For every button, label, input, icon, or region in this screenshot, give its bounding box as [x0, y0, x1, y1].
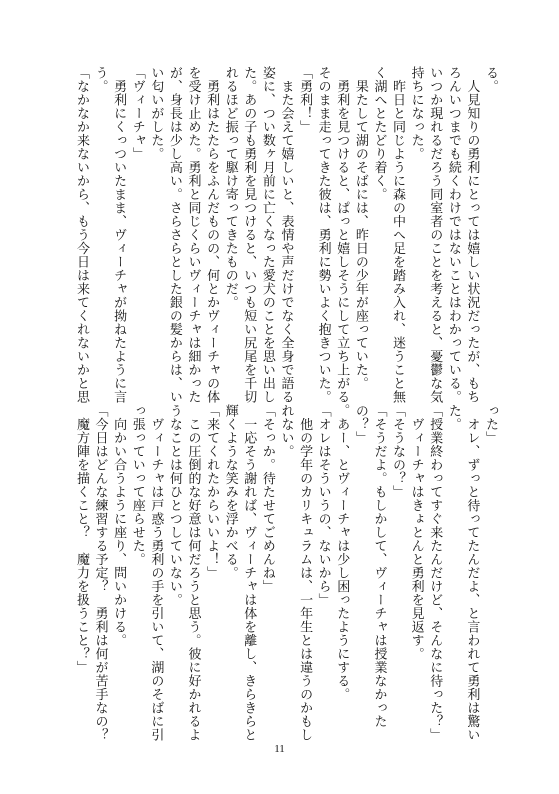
text-line: れるほど振って駆け寄ってきたものだ。 [222, 66, 238, 309]
text-line: 勇利を見つけると、ぱっと嬉しそうにして立ち上がる。 [334, 66, 350, 417]
text-line: 一応そう謝れば、ヴィーチャは体を離し、きらきらと [241, 404, 257, 742]
text-line: 「そうだよ。もしかして、ヴィーチャは授業なかった [371, 404, 387, 728]
text-line: 勇利にくっついたまま、ヴィーチャが拗ねたように言 [111, 66, 127, 404]
text-line: う。 [92, 66, 108, 93]
text-line: また会えて嬉しいと、表情や声だけでなく全身で語る [278, 66, 294, 404]
text-line: 「授業終わってすぐ来たんだけど、そんなに待った？」 [427, 404, 443, 742]
text-line: 持ちになった。 [408, 66, 424, 161]
page-number: 11 [274, 743, 285, 755]
text-line: の？」 [352, 404, 368, 445]
text-line: 他の学年のカリキュラムは、一年生とは違うのかもし [297, 404, 313, 742]
lower-text-block [73, 404, 499, 742]
text-line: 「来てくれたからいいよ！」 [204, 404, 220, 580]
text-line: 「なかなか来ないから、もう今日は来てくれないかと思 [73, 66, 89, 404]
text-line: 「オレはそういうの、ないから」 [315, 404, 331, 607]
text-line: 「ヴィーチャ」 [129, 66, 145, 161]
text-line: あー、とヴィーチャは少し困ったようにする。 [334, 404, 350, 701]
text-line: っ張っていって座らせた。 [129, 404, 145, 566]
text-line: た。あの子も勇利を見つけると、いつも短い尻尾を千切 [241, 66, 257, 404]
text-line: 向かい合うように座り、問いかける。 [111, 404, 127, 647]
text-line: れない。 [278, 404, 294, 458]
text-line: を受け止めた。勇利と同じくらいヴィーチャは細かった [185, 66, 201, 404]
text-line: 魔方陣を描くこと？ 魔力を扱うこと？」 [73, 404, 89, 674]
text-line: いつか現れるだろう同室者のことを考えると、憂鬱な気 [427, 66, 443, 404]
text-line: く湖へとたどり着く。 [371, 66, 387, 201]
text-line: オレ、ずっと待ってたんだよ、と言われて勇利は驚い [464, 404, 480, 742]
text-line: うなことは何ひとつしていない。 [166, 404, 182, 607]
text-line: る。 [483, 66, 498, 93]
text-line: 人見知りの勇利にとっては嬉しい状況だったが、もち [464, 66, 480, 404]
text-line: が、身長は少し高い。さらさらとした銀の髪からは、い [166, 66, 182, 404]
text-line: 「今日はどんな練習する予定？ 勇利は何が苦手なの？ [92, 404, 108, 742]
upper-text-block [73, 66, 499, 417]
text-line: ヴィーチャはきょとんと勇利を見返す。 [408, 404, 424, 661]
text-line: 「勇利！」 [297, 66, 313, 134]
text-line: た。 [445, 404, 461, 431]
text-line: った」 [483, 404, 498, 445]
text-line: 輝くような笑みを浮かべる。 [222, 404, 238, 580]
text-line: 「そうなの？」 [390, 404, 406, 499]
text-line: 「そっか。待たせてごめんね」 [259, 404, 275, 593]
text-line: ヴィーチャは戸惑う勇利の手を引いて、湖のそばに引 [148, 404, 164, 742]
text-line: ろんいつまでも続くわけではないことはわかっている。 [445, 66, 461, 404]
text-line: この圧倒的な好意は何だろうと思う。彼に好かれるよ [185, 404, 201, 742]
text-line: そのまま走ってきた彼は、勇利に勢いよく抱きついた。 [315, 66, 331, 404]
text-line: 昨日と同じように森の中へ足を踏み入れ、迷うこと無 [390, 66, 406, 404]
text-line: 姿に、つい数ヶ月前に亡くなった愛犬のことを思い出し [259, 66, 275, 404]
text-line: 勇利はたたらをふんだものの、何とかヴィーチャの体 [204, 66, 220, 404]
text-line: い匂いがした。 [148, 66, 164, 161]
text-line: 果たして湖のそばには、昨日の少年が座っていた。 [352, 66, 368, 390]
